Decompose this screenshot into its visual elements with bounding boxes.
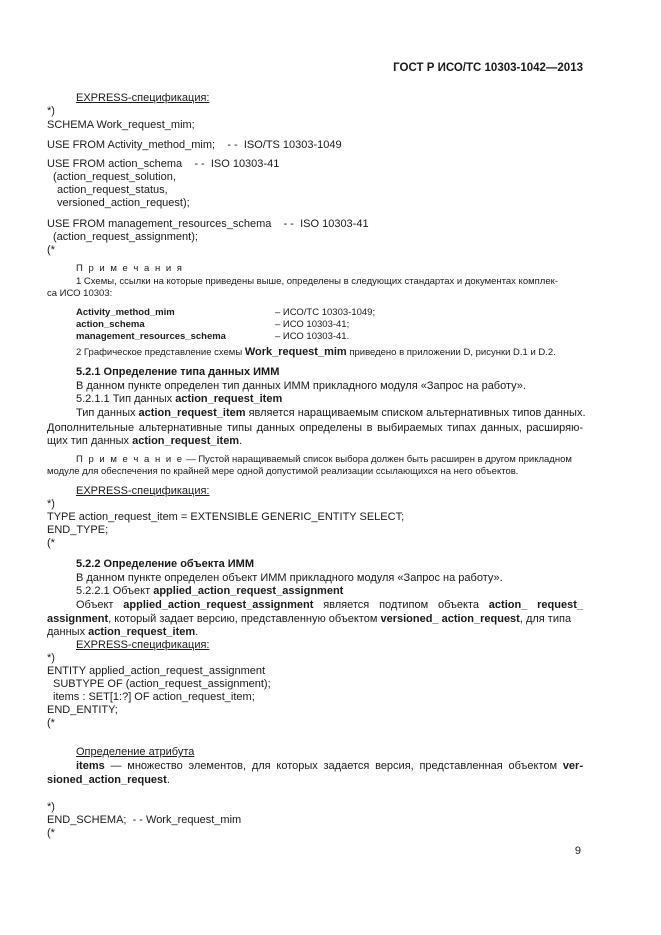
text: . (239, 435, 243, 447)
text: — (110, 760, 122, 772)
paragraph-line (47, 435, 242, 448)
type-name: action_request_item (175, 393, 283, 405)
entity-name: action_ (488, 599, 528, 611)
express-spec-label: EXPRESS-спецификация: (76, 639, 210, 651)
code-line: action_request_status, (57, 184, 168, 196)
type-name: action_request_item (132, 435, 240, 447)
ref-standard: – ИСО/ТС 10303-1049; (275, 307, 376, 318)
attribute-definition-title: Определение атрибута (76, 746, 195, 758)
code-line: END_SCHEMA; - - Work_request_mim (47, 814, 242, 826)
ref-standard: – ИСО 10303-41; (275, 319, 350, 330)
note-text: 1 Схемы, ссылки на которые приведены выше, определены в следующих стандартах и документах комплек- (76, 276, 558, 287)
code-line: (* (47, 827, 55, 839)
type-name: action_request_item (138, 407, 246, 419)
code-line: END_TYPE; (47, 524, 109, 536)
ref-standard: – ИСО 10303-41. (275, 331, 350, 342)
code-line: items : SET[1:?] OF action_request_item; (53, 691, 255, 703)
code-line: *) (47, 498, 55, 510)
code-line: (* (47, 717, 55, 729)
text: задается (323, 760, 370, 772)
schema-name: Work_request_mim (244, 346, 347, 358)
type-name: action_request_item (88, 626, 196, 638)
note-text: — Пустой наращиваемый список выбора должен быть расширен в другом прикладном (183, 454, 572, 465)
entity-name: ver- (562, 760, 583, 772)
paragraph-line (47, 774, 170, 787)
paragraph-line (47, 613, 571, 626)
attribute-name: items (76, 760, 105, 772)
code-line: ENTITY applied_action_request_assignment (47, 665, 266, 677)
code-line: (* (47, 537, 55, 549)
code-line: SCHEMA Work_request_mim; (47, 119, 195, 131)
text: объектом (508, 760, 558, 772)
note-text (76, 346, 556, 359)
text: Объект (76, 599, 114, 611)
page-number: 9 (574, 845, 581, 857)
subsection-number: 5.2.2.1 Объект (76, 585, 154, 597)
text: . (195, 626, 199, 638)
code-line: USE FROM action_schema - - ISO 10303-41 (47, 158, 280, 170)
text: которых (276, 760, 318, 772)
section-heading-5-2-2: 5.2.2 Определение объекта ИММ (76, 558, 255, 570)
paragraph-line: Дополнительные альтернативные типы данных определены в выбираемых типах данных, расширяю- (47, 422, 583, 434)
code-line: USE FROM Activity_method_mim; - - ISO/TS 10303-1049 (47, 139, 342, 151)
entity-name: request_ (537, 599, 583, 611)
ref-name: management_resources_schema (76, 331, 226, 342)
code-line: (* (47, 244, 55, 256)
code-line: USE FROM management_resources_schema - - ISO 10303-41 (47, 218, 369, 230)
document-header: ГОСТ Р ИСО/ТС 10303-1042—2013 (393, 62, 583, 74)
note (76, 454, 572, 466)
note-text-post: приведено в приложении D, рисунки D.1 и D.2. (346, 347, 556, 358)
subsection-heading (76, 393, 282, 406)
text: подтипом (379, 599, 429, 611)
entity-name: sioned_action_request (47, 774, 167, 786)
text: . (166, 774, 170, 786)
notes-title: П р и м е ч а н и я (76, 263, 184, 274)
express-spec-label: EXPRESS-спецификация: (76, 92, 210, 104)
text: является наращиваемым списком альтернативных типов данных. (245, 407, 586, 419)
note-title: П р и м е ч а н и е (76, 454, 184, 465)
text: , который задает версию, представленную объектом (108, 613, 381, 625)
code-line: *) (47, 105, 55, 117)
subsection-heading (76, 585, 343, 598)
text: элементов, (188, 760, 247, 772)
text: версия, (375, 760, 414, 772)
section-intro: В данном пункте определен объект ИММ прикладного модуля «Запрос на работу». (76, 572, 503, 584)
paragraph-line (76, 599, 583, 612)
text: данных (47, 626, 89, 638)
code-line: SUBTYPE OF (action_request_assignment); (53, 678, 271, 690)
text: щих тип данных (47, 435, 133, 447)
section-heading-5-2-1: 5.2.1 Определение типа данных ИММ (76, 366, 280, 378)
paragraph-line (76, 760, 583, 773)
code-line: (action_request_assignment); (53, 231, 198, 243)
code-line: (action_request_solution, (53, 171, 176, 183)
code-line: END_ENTITY; (47, 704, 118, 716)
subsection-number: 5.2.1.1 Тип данных (76, 393, 176, 405)
note-text-pre: 2 Графическое представление схемы (76, 347, 245, 358)
ref-name: Activity_method_mim (76, 307, 175, 318)
text: Тип данных (76, 407, 139, 419)
text: представленная (419, 760, 503, 772)
text: объекта (437, 599, 479, 611)
code-line: *) (47, 801, 55, 813)
code-line: *) (47, 652, 55, 664)
section-intro: В данном пункте определен тип данных ИММ прикладного модуля «Запрос на работу». (76, 380, 526, 392)
entity-name: assignment (47, 613, 109, 625)
paragraph-line (76, 407, 586, 420)
note-text: са ИСО 10303: (47, 288, 113, 299)
code-line: versioned_action_request); (57, 197, 190, 209)
note-text: модуле для обеспечения по крайней мере одной допустимой реализации ссылающихся на него объектов. (47, 466, 519, 477)
entity-name: applied_action_request_assignment (153, 585, 344, 597)
paragraph-line (47, 626, 198, 639)
code-line: TYPE action_request_item = EXTENSIBLE GENERIC_ENTITY SELECT; (47, 511, 405, 523)
entity-name: applied_action_request_assignment (123, 599, 314, 611)
ref-name: action_schema (76, 319, 145, 330)
text: для (251, 760, 271, 772)
text: является (323, 599, 370, 611)
text: , для типа (519, 613, 572, 625)
express-spec-label: EXPRESS-спецификация: (76, 485, 210, 497)
text: множество (127, 760, 183, 772)
entity-name: versioned_ action_request (380, 613, 520, 625)
